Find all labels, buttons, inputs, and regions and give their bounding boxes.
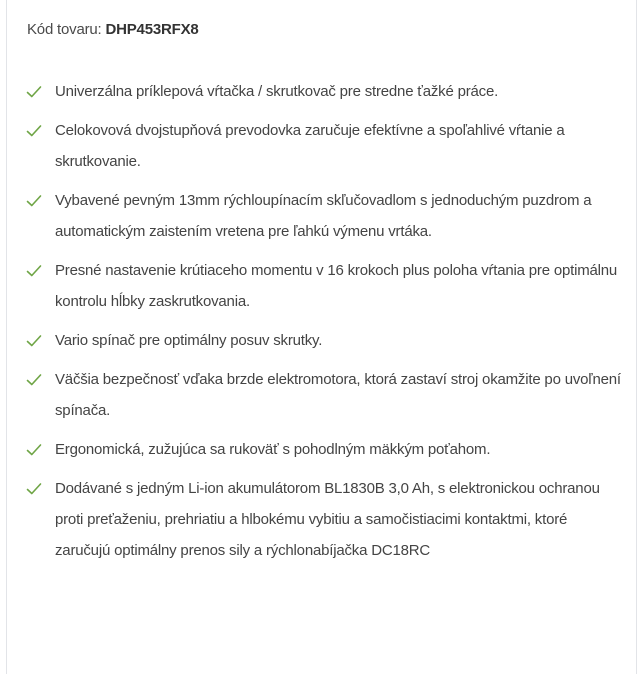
- check-icon: [26, 334, 42, 348]
- feature-item: [25, 364, 625, 426]
- product-code-label: Kód tovaru:: [27, 21, 102, 38]
- feature-item: [25, 185, 625, 247]
- check-icon: [26, 85, 42, 99]
- product-code-value: DHP453RFX8: [105, 21, 199, 38]
- feature-text: Univerzálna príklepová vŕtačka / skrutkovač pre stredne ťažké práce.: [55, 83, 499, 100]
- feature-item: [25, 325, 625, 356]
- product-description-panel: [6, 0, 637, 674]
- feature-text: Dodávané s jedným Li-ion akumulátorom BL1830B 3,0 Ah, s elektronickou ochranou proti preťaženiu, prehriatiu a hlbokému vybitiu a samočistiacimi kontaktmi, ktoré zaručujú optimálny prenos sily a rýchlonabíjačka DC18RC: [55, 480, 600, 559]
- check-icon: [26, 443, 42, 457]
- feature-text: Celokovová dvojstupňová prevodovka zaručuje efektívne a spoľahlivé vŕtanie a skrutkovanie.: [55, 122, 565, 170]
- check-icon: [26, 482, 42, 496]
- feature-item: [25, 473, 625, 566]
- check-icon: [26, 373, 42, 387]
- product-code: [27, 21, 199, 38]
- feature-text: Vybavené pevným 13mm rýchloupínacím skľučovadlom s jednoduchým puzdrom a automatickým zaistením vretena pre ľahkú výmenu vrtáka.: [55, 192, 592, 240]
- check-icon: [26, 264, 42, 278]
- check-icon: [26, 194, 42, 208]
- feature-text: Väčšia bezpečnosť vďaka brzde elektromotora, ktorá zastaví stroj okamžite po uvoľnení spínača.: [55, 371, 621, 419]
- feature-item: [25, 115, 625, 177]
- feature-text: Ergonomická, zužujúca sa rukoväť s pohodlným mäkkým poťahom.: [55, 441, 491, 458]
- feature-item: [25, 434, 625, 465]
- feature-text: Presné nastavenie krútiaceho momentu v 16 krokoch plus poloha vŕtania pre optimálnu kontrolu hĺbky zaskrutkovania.: [55, 262, 618, 310]
- feature-list: [25, 76, 625, 574]
- check-icon: [26, 124, 42, 138]
- feature-item: [25, 76, 625, 107]
- feature-item: [25, 255, 625, 317]
- feature-text: Vario spínač pre optimálny posuv skrutky.: [55, 332, 323, 349]
